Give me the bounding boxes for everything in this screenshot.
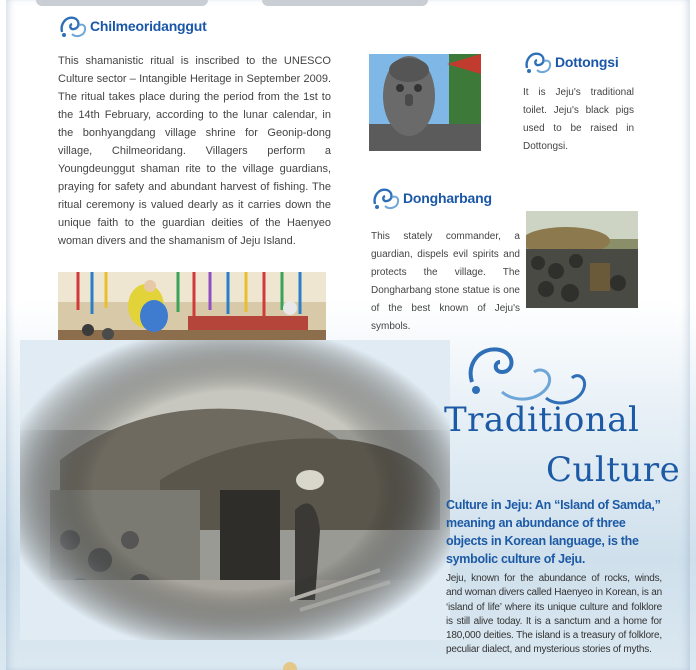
swirl-ornament-icon [371, 184, 401, 212]
ritual-ceremony-image [58, 272, 326, 349]
swirl-ornament-icon [58, 12, 88, 40]
chilmeori-title: Chilmeoridanggut [90, 18, 207, 34]
feature-body: Jeju, known for the abundance of rocks, winds, and woman divers called Haenyeo in Korean, is an ‘island of life’ where its unique culture and folklore is still alive today. It is a sanctum and a home for 180,000 deities. The island is a treasury of folklore, peculiar dialect, and mysterious stories of myths. [446, 573, 662, 656]
traditional-house-photo [20, 340, 450, 640]
chilmeori-heading [58, 12, 207, 40]
dongharbang-body: This stately commander, a guardian, dispels evil spirits and protects the village. The Dongharbang stone statue is one of the best known of Jeju's symbols. [371, 231, 520, 332]
stone-wall-image [526, 211, 638, 308]
stone-statue-image [369, 54, 481, 151]
feature-title-line2: Culture [546, 450, 681, 490]
chilmeori-body: This shamanistic ritual is inscribed to the UNESCO Culture sector – Intangible Heritage in September 2009. The ritual takes place during the period from the 1st to the 14th February, according to the lunar calendar, in the bonhyangdang village shrine for Geonip-dong village, Chilmeoridang. Villagers perform a Youngdeunggut shaman rite to the village guardians, praying for safety and abundant harvest of fishing. The ritual ceremony is valued dearly as it carries down the unique faith to the guardian deities of the Haenyeo woman divers and the shamanism of Jeju Island. [58, 55, 331, 247]
ritual-ceremony-photo [58, 272, 326, 349]
dottongsi-heading [523, 48, 619, 76]
top-tab-right[interactable] [262, 0, 428, 6]
feature-title-line1: Traditional [444, 400, 640, 440]
dolharbang-statue-photo [369, 54, 481, 151]
stone-wall-photo [526, 211, 638, 308]
dongharbang-heading [371, 184, 492, 212]
thatched-house-image [20, 340, 450, 640]
bottom-ornament-icon [283, 662, 297, 670]
dongharbang-title: Dongharbang [403, 190, 492, 206]
dottongsi-body: It is Jeju's traditional toilet. Jeju's black pigs used to be raised in Dottongsi. [523, 87, 634, 152]
swirl-ornament-icon [523, 48, 553, 76]
top-tab-left[interactable] [36, 0, 208, 6]
feature-subheading: Culture in Jeju: An “Island of Samda,” meaning an abundance of three objects in Korean language, is the symbolic culture of Jeju. [446, 498, 661, 566]
dottongsi-title: Dottongsi [555, 54, 619, 70]
